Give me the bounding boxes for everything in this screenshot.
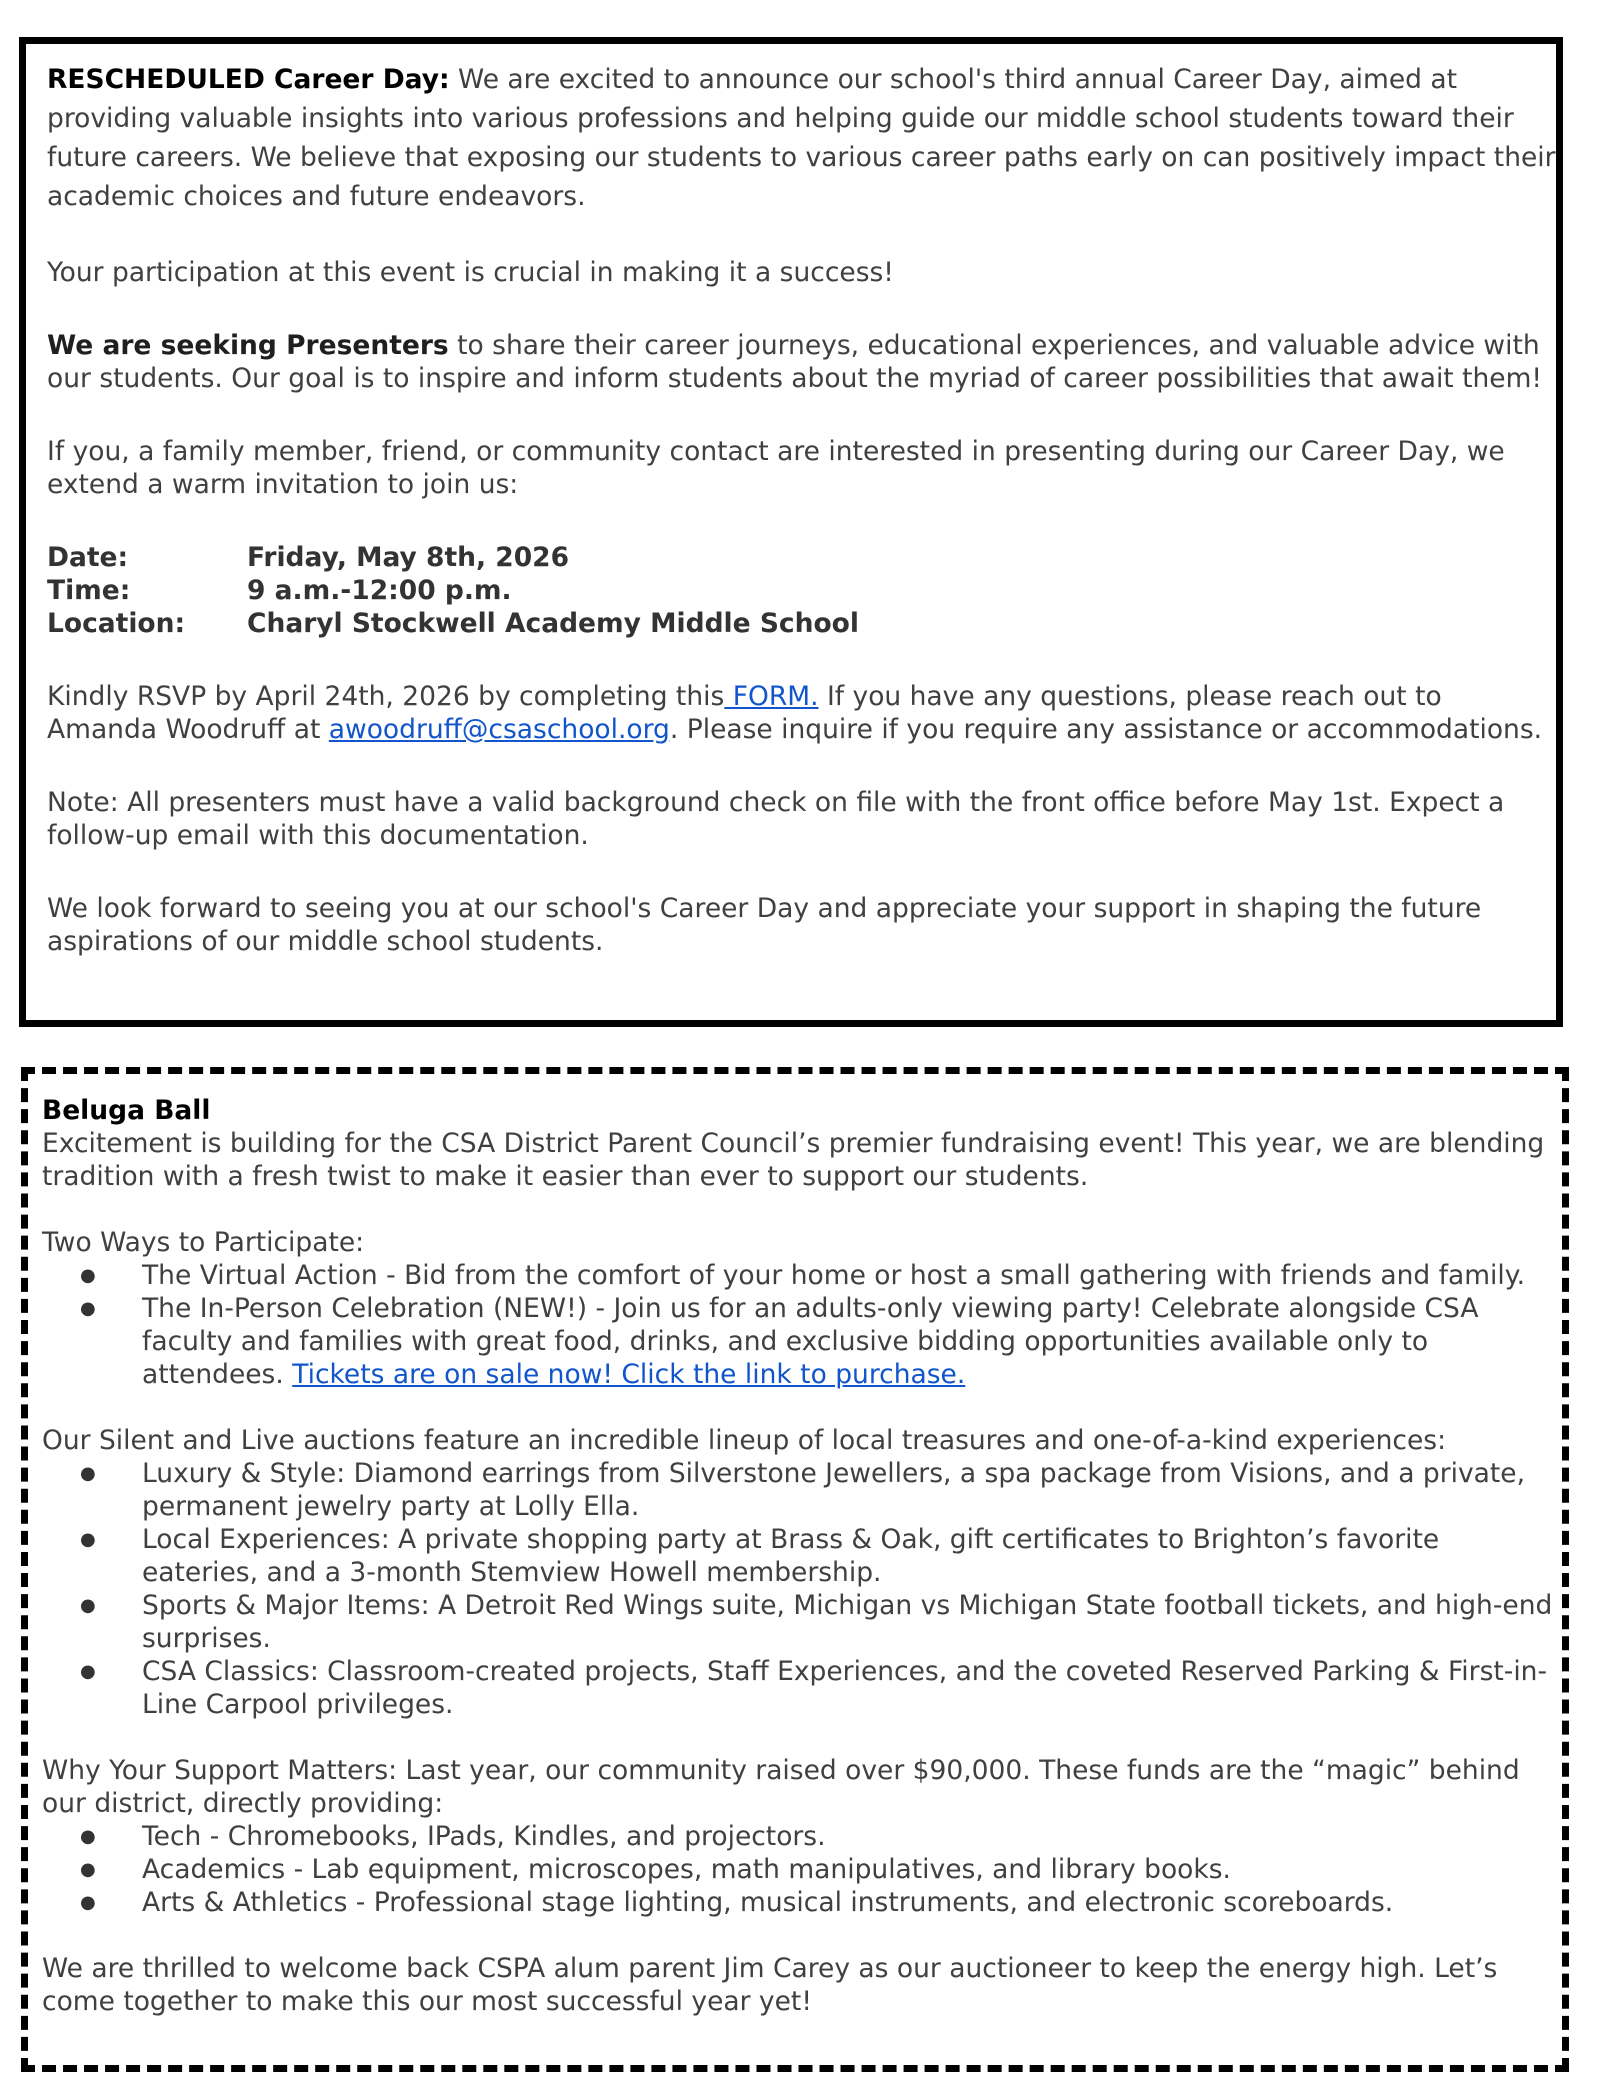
career-day-box	[19, 37, 1563, 1027]
auctions-heading: Our Silent and Live auctions feature an incredible lineup of local treasures and one-of-a-kind experiences:	[42, 1425, 1446, 1456]
time-label: Time:	[47, 575, 131, 606]
support-list	[42, 1820, 1557, 1919]
list-item: ● The In-Person Celebration (NEW!) - Join us for an adults-only viewing party! Celebrate alongside CSA faculty and families with great food, drinks, and exclusive bidding opportunities available only to attendees. Tickets are on sale now! Click the link to purchase.	[80, 1293, 1479, 1390]
bullet-icon: ●	[80, 1859, 96, 1880]
seeking-presenters-heading: We are seeking Presenters	[47, 330, 449, 361]
rsvp-text: Kindly RSVP by April 24th, 2026 by completing this FORM. If you have any questions, please reach out to Amanda Woodruff at awoodruff@csaschool.org. Please inquire if you require any assistance or accommodations.	[47, 681, 1543, 745]
beluga-ball-intro: Excitement is building for the CSA District Parent Council’s premier fundraising event! This year, we are blending tradition with a fresh twist to make it easier than ever to support our students.	[42, 1128, 1545, 1192]
support-heading: Why Your Support Matters: Last year, our community raised over $90,000. These funds are the “magic” behind our district, directly providing:	[42, 1755, 1520, 1819]
list-item: ● Local Experiences: A private shopping party at Brass & Oak, gift certificates to Brighton’s favorite eateries, and a 3-month Stemview Howell membership.	[80, 1524, 1440, 1588]
beluga-ball-title: Beluga Ball	[42, 1095, 211, 1126]
career-day-closing: We look forward to seeing you at our school's Career Day and appreciate your support in shaping the future aspirations of our middle school students.	[47, 893, 1482, 957]
beluga-ball-content	[42, 1094, 1557, 2018]
bullet-icon: ●	[80, 1595, 96, 1616]
bullet-icon: ●	[80, 1826, 96, 1847]
location-label: Location:	[47, 608, 186, 639]
bullet-icon: ●	[80, 1265, 96, 1286]
bullet-icon: ●	[80, 1298, 96, 1319]
date-label: Date:	[47, 542, 129, 573]
list-item: ● Arts & Athletics - Professional stage lighting, musical instruments, and electronic scoreboards.	[80, 1887, 1394, 1918]
time-row	[47, 574, 1557, 607]
bullet-icon: ●	[80, 1463, 96, 1484]
time-value: 9 a.m.-12:00 p.m.	[247, 575, 512, 606]
contact-email-link[interactable]: awoodruff@csaschool.org	[328, 714, 670, 745]
bullet-icon: ●	[80, 1529, 96, 1550]
auctions-list	[42, 1457, 1557, 1721]
date-value: Friday, May 8th, 2026	[247, 542, 570, 573]
list-item: ● Luxury & Style: Diamond earrings from Silverstone Jewellers, a spa package from Visions, and a private, permanent jewelry party at Lolly Ella.	[80, 1458, 1525, 1522]
list-item: ● The Virtual Action - Bid from the comfort of your home or host a small gathering with friends and family.	[80, 1260, 1526, 1291]
beluga-ball-box	[21, 1067, 1569, 2072]
participation-text: Your participation at this event is crucial in making it a success!	[47, 257, 894, 288]
career-day-intro: RESCHEDULED Career Day: We are excited to announce our school's third annual Career Day, aimed at providing valuable insights into various professions and helping guide our middle school students toward their future careers. We believe that exposing our students to various career paths early on can positively impact their academic choices and future endeavors.	[47, 64, 1556, 212]
list-item: ● Sports & Major Items: A Detroit Red Wings suite, Michigan vs Michigan State football tickets, and high-end surprises.	[80, 1590, 1553, 1654]
ways-list	[42, 1259, 1557, 1391]
location-row	[47, 607, 1557, 640]
beluga-ball-closing: We are thrilled to welcome back CSPA alum parent Jim Carey as our auctioneer to keep the energy high. Let’s come together to make this our most successful year yet!	[42, 1953, 1498, 2017]
list-item: ● Academics - Lab equipment, microscopes, math manipulatives, and library books.	[80, 1854, 1231, 1885]
location-value: Charyl Stockwell Academy Middle School	[247, 608, 859, 639]
career-day-heading: RESCHEDULED Career Day:	[47, 64, 450, 95]
tickets-link[interactable]: Tickets are on sale now! Click the link to purchase.	[292, 1359, 966, 1390]
event-details	[47, 541, 1557, 640]
ways-heading: Two Ways to Participate:	[42, 1227, 365, 1258]
background-check-note: Note: All presenters must have a valid background check on file with the front office before May 1st. Expect a follow-up email with this documentation.	[47, 787, 1505, 851]
career-day-content	[47, 60, 1557, 958]
bullet-icon: ●	[80, 1661, 96, 1682]
rsvp-form-link[interactable]: FORM.	[724, 681, 819, 712]
date-row	[47, 541, 1557, 574]
seeking-presenters-text: We are seeking Presenters to share their career journeys, educational experiences, and valuable advice with our students. Our goal is to inspire and inform students about the myriad of career possibilities that await them!	[47, 330, 1543, 394]
bullet-icon: ●	[80, 1892, 96, 1913]
invitation-text: If you, a family member, friend, or community contact are interested in presenting during our Career Day, we extend a warm invitation to join us:	[47, 436, 1505, 500]
list-item: ● Tech - Chromebooks, IPads, Kindles, and projectors.	[80, 1821, 826, 1852]
list-item: ● CSA Classics: Classroom-created projects, Staff Experiences, and the coveted Reserved Parking & First-in-Line Carpool privileges.	[80, 1656, 1548, 1720]
